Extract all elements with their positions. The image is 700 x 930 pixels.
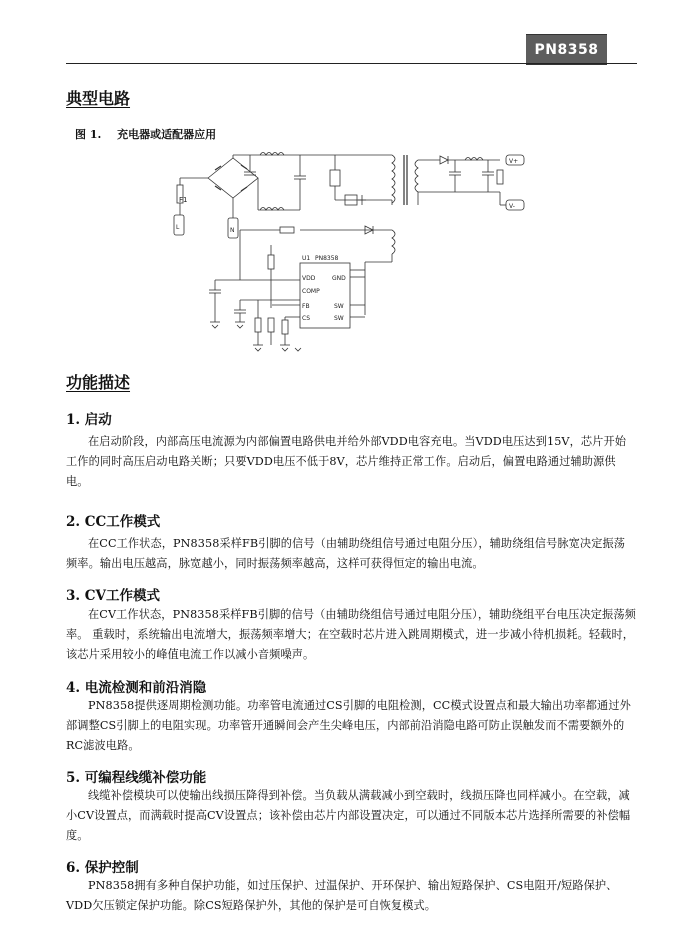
section-heading: 4. 电流检测和前沿消隐 xyxy=(66,680,207,696)
section-startup xyxy=(66,408,636,492)
header-divider xyxy=(66,63,637,64)
pin-comp: COMP xyxy=(302,288,320,295)
transformer-secondary xyxy=(415,160,418,192)
terminal-vplus-label: V+ xyxy=(509,158,519,165)
transformer-auxiliary xyxy=(392,230,395,254)
part-number-badge: PN8358 xyxy=(526,34,607,65)
section-cc-mode xyxy=(66,510,636,574)
output-diode xyxy=(440,156,448,164)
section-heading: 3. CV工作模式 xyxy=(66,588,161,604)
section-body: PN8358提供逐周期检测功能。功率管电流通过CS引脚的电阻检测，CC模式设置点和最大输出功率都通过外部调整CS引脚上的电阻实现。功率管开通瞬间会产生尖峰电压，内部前沿消隐电路可防止误触发而不需要额外的RC滤波电路。 xyxy=(66,699,631,752)
pin-vdd: VDD xyxy=(302,275,316,282)
section-body: 线缆补偿模块可以使输出线损压降得到补偿。当负载从满载减小到空载时，线损压降也同样减小。在空载，减小CV设置点，而满载时提高CV设置点；该补偿由芯片内部设置决定，可以通过不同版本芯片选择所需要的补偿幅度。 xyxy=(66,789,631,842)
transformer-primary xyxy=(392,155,395,203)
pin-gnd: GND xyxy=(332,275,346,282)
figure-number: 图 1. xyxy=(75,128,102,141)
section-body: PN8358拥有多种自保护功能，如过压保护、过温保护、开环保护、输出短路保护、CS电阻开/短路保护、VDD欠压锁定保护功能。除CS短路保护外，其他的保护是可自恢复模式。 xyxy=(66,879,618,912)
terminal-vminus-label: V- xyxy=(509,203,515,210)
section-body: 在CV工作状态，PN8358采样FB引脚的信号（由辅助绕组信号通过电阻分压），辅助绕组平台电压决定振荡频率。 重载时，系统输出电流增大，振荡频率增大；在空载时芯片进入跳周期模式，进一步减小待机损耗。轻载时，该芯片采用较小的峰值电流工作以减小音频噪声。 xyxy=(66,608,636,661)
section-body: 在CC工作状态，PN8358采样FB引脚的信号（由辅助绕组信号通过电阻分压），辅助绕组信号脉宽决定振荡频率。输出电压越高，脉宽越小，同时振荡频率越高，这样可获得恒定的输出电流。 xyxy=(66,537,626,570)
section-heading: 1. 启动 xyxy=(66,412,112,428)
pin-sw-1: SW xyxy=(334,303,344,310)
function-description-title: 功能描述 xyxy=(66,373,131,392)
bridge-rectifier xyxy=(208,158,258,198)
section-protection xyxy=(66,856,636,916)
section-heading: 5. 可编程线缆补偿功能 xyxy=(66,770,207,786)
u1-label: U1 xyxy=(302,255,311,262)
section-cable-compensation xyxy=(66,766,636,846)
section-heading: 6. 保护控制 xyxy=(66,860,139,876)
section-heading: 2. CC工作模式 xyxy=(66,514,161,530)
section-body: 在启动阶段，内部高压电流源为内部偏置电路供电并给外部VDD电容充电。当VDD电压达到15V，芯片开始工作的同时高压启动电路关断；只要VDD电压不低于8V，芯片维持正常工作。启动后，偏置电路通过辅助源供电。 xyxy=(66,435,627,488)
figure-caption xyxy=(75,126,216,142)
pin-cs: CS xyxy=(302,315,310,322)
terminal-n-label: N xyxy=(230,227,235,234)
pin-fb: FB xyxy=(302,303,310,310)
typical-circuit-title: 典型电路 xyxy=(66,89,131,108)
typical-circuit-schematic xyxy=(160,150,530,360)
section-current-sense xyxy=(66,676,636,756)
section-cv-mode xyxy=(66,584,636,665)
chip-name-label: PN8358 xyxy=(315,255,339,262)
fuse-label: F1 xyxy=(179,196,188,204)
terminal-l-label: L xyxy=(176,224,180,231)
figure-caption-text: 充电器或适配器应用 xyxy=(117,128,217,141)
pin-sw-2: SW xyxy=(334,315,344,322)
